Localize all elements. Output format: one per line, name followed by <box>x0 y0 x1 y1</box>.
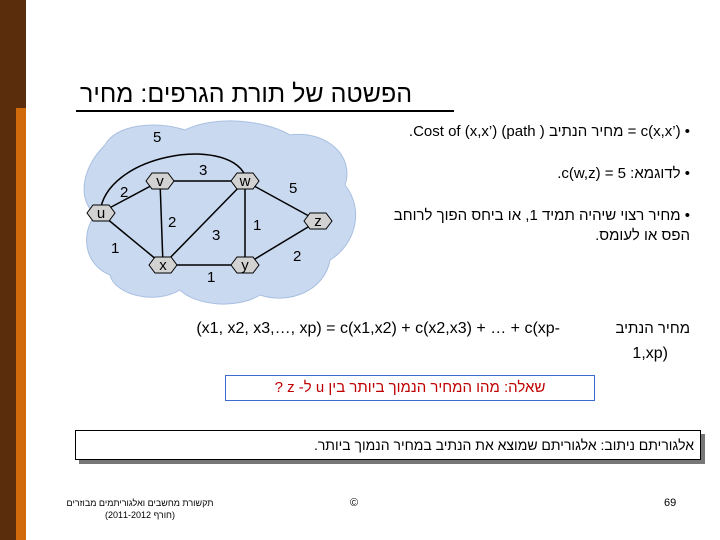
bullet-text: c(x,x’) = מחיר הנתיב ( Cost of (x,x’) (path. <box>408 123 681 140</box>
bullet-item: • מחיר רצוי שיהיה תמיד 1, או ביחס הפוך לרוחב הפס או לעומס. <box>393 207 690 244</box>
edge-cost-y-z: 2 <box>293 248 302 265</box>
page-number: 69 <box>664 497 677 509</box>
footer-course-term: (חורף 2011-2012) <box>105 510 175 520</box>
bullet-item: • לדוגמא: c(w,z) = 5. <box>557 165 690 182</box>
definition-text: אלגוריתם ניתוב: אלגוריתם שמוצא את הנתיב במחיר הנמוך ביותר. <box>313 437 694 453</box>
formula-label: מחיר הנתיב <box>615 320 690 337</box>
question-box: שאלה: מהו המחיר הנמוך ביותר בין u ל- z ? <box>225 375 595 401</box>
edge-cost-v-x: 2 <box>168 214 177 231</box>
network-graph <box>75 115 365 310</box>
formula-expression <box>140 320 560 338</box>
left-decor-bar <box>0 0 16 540</box>
formula-continuation: 1,xp) <box>632 345 668 362</box>
edge-cost-w-z: 5 <box>289 180 298 197</box>
bullet-text: לדוגמא: c(w,z) = 5. <box>557 165 681 182</box>
svg-text:y: y <box>241 257 249 274</box>
edge-cost-x-w: 3 <box>212 227 221 244</box>
svg-text:z: z <box>314 213 322 230</box>
formula-text: (x1, x2, x3,…, xp) = c(x1,x2) + c(x2,x3) + … + c(xp- <box>196 320 560 337</box>
definition-box <box>75 430 701 460</box>
bullet-text: מחיר רצוי שיהיה תמיד 1, או ביחס הפוך לרוחב הפס או לעומס. <box>393 207 690 244</box>
footer-course <box>40 497 240 521</box>
svg-text:w: w <box>239 173 251 190</box>
bullet-item: • c(x,x’) = מחיר הנתיב ( Cost of (x,x’) (path. <box>408 123 690 140</box>
footer-copyright: © <box>350 497 359 509</box>
svg-text:x: x <box>159 257 167 274</box>
edge-cost-u-w: 5 <box>153 129 162 146</box>
edge-cost-u-v: 2 <box>120 184 129 201</box>
bullet-list <box>390 122 690 268</box>
edge-cost-v-w: 3 <box>199 162 208 179</box>
edge-cost-u-x: 1 <box>111 240 120 257</box>
slide-title: הפשטה של תורת הגרפים: מחיר <box>80 80 413 108</box>
title-underline <box>76 110 454 112</box>
left-decor-top <box>16 0 26 108</box>
edge-cost-w-y: 1 <box>253 217 262 234</box>
edge-cost-x-y: 1 <box>207 269 216 286</box>
svg-text:v: v <box>156 173 164 190</box>
svg-text:u: u <box>96 205 106 222</box>
footer-course-name: תקשורת מחשבים ואלגוריתמים מבוזרים <box>66 498 214 508</box>
